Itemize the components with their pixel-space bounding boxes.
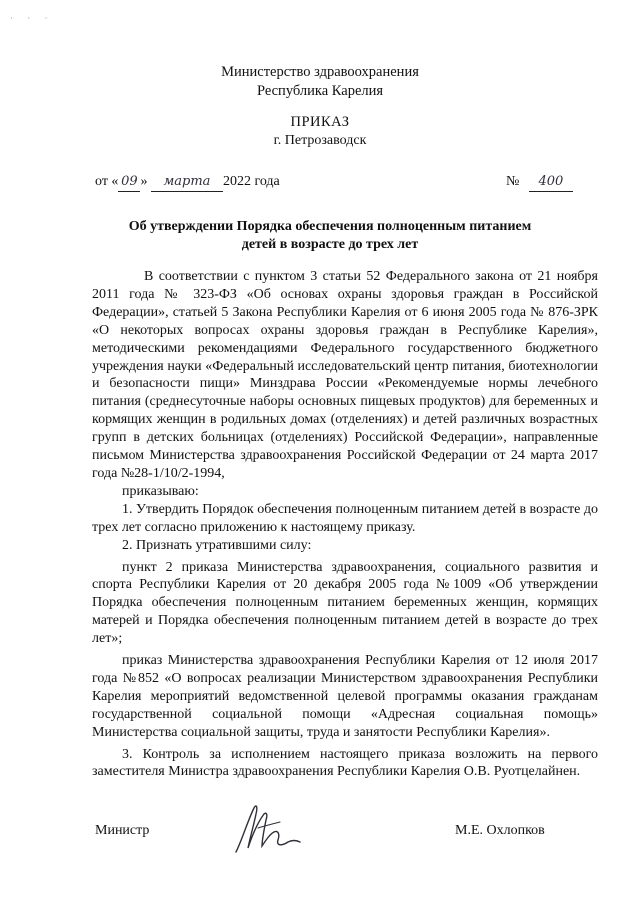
city-name: г. Петрозаводск	[273, 133, 367, 148]
paragraph-preamble: В соответствии с пунктом 3 статьи 52 Федерального закона от 21 ноября 2011 года № 323-ФЗ «Об основах охраны здоровья граждан в Российской Федерации», статьей 5 Закона Республики Карелия от 6 июня 2005 года № 876-ЗРК «О некоторых вопросах охраны здоровья граждан в Республике Карелия», методическими рекомендациями Федерального государственного бюджетного учреждения науки «Федеральный исследовательский центр питания, биотехнологии и безопасности пищи» Минздрава России «Рекомендуемые нормы лечебного питания (среднесуточные наборы основных пищевых продуктов) для беременных и кормящих женщин в родильных домах (отделениях) и детей различных возрастных групп в детских больницах (отделениях) Российской Федерации», направленные письмом Министерства здравоохранения Российской Федерации от 24 марта 2017 года №28-1/10/2-1994,	[92, 269, 598, 481]
republic-name: Республика Карелия	[256, 83, 384, 99]
paragraph-repeal-1: пункт 2 приказа Министерства здравоохранения, социального развития и спорта Республики Карелия от 20 декабря 2005 года №1009 «Об утверждении Порядка обеспечения полноценным питанием беременных женщин, кормящих матерей и Порядка обеспечения полноценным питанием детей в возрасте до трех лет»;	[92, 559, 598, 647]
paragraph-order: приказываю:	[122, 483, 199, 499]
number-label: №	[506, 174, 520, 189]
order-number	[506, 173, 573, 192]
signature-name: М.Е. Охлопков	[455, 823, 545, 838]
ministry-name: Министерство здравоохранения	[221, 64, 419, 80]
paragraph-repeal-2: приказ Министерства здравоохранения Республики Карелия от 12 июля 2017 года №852 «О вопросах реализации Министерством здравоохранения Республики Карелия мероприятий ведомственной целевой программы оказания гражданам государственной социальной помощи «Адресная социальная помощь» Министерства социальной защиты, труда и занятости Республики Карелия».	[92, 653, 598, 740]
signature-position: Министр	[95, 823, 150, 838]
document-type: ПРИКАЗ	[290, 114, 350, 130]
date-month: марта	[151, 173, 223, 192]
scan-marks: · · ·	[10, 13, 54, 23]
document-body	[92, 268, 598, 781]
date-day: 09	[118, 173, 140, 192]
paragraph-item-3: 3. Контроль за исполнением настоящего приказа возложить на первого заместителя Министра здравоохранения Республики Карелия О.В. Руотцелайнен.	[92, 746, 598, 780]
date-year: 2022 года	[222, 174, 280, 189]
paragraph-item-1: 1. Утвердить Порядок обеспечения полноценным питанием детей в возрасте до трех лет согласно приложению к настоящему приказу.	[92, 501, 598, 535]
document-title	[120, 218, 540, 254]
paragraph-item-2: 2. Признать утратившими силу:	[122, 537, 312, 553]
number-value: 400	[529, 173, 573, 192]
date-line	[95, 173, 280, 192]
handwritten-signature	[228, 800, 308, 860]
title-line-2: детей в возрасте до трех лет	[241, 237, 419, 252]
date-quote: »	[140, 174, 148, 189]
title-line-1: Об утверждении Порядка обеспечения полноценным питанием	[128, 219, 532, 234]
ministry-header	[0, 63, 640, 101]
date-prefix: от «	[95, 174, 119, 189]
